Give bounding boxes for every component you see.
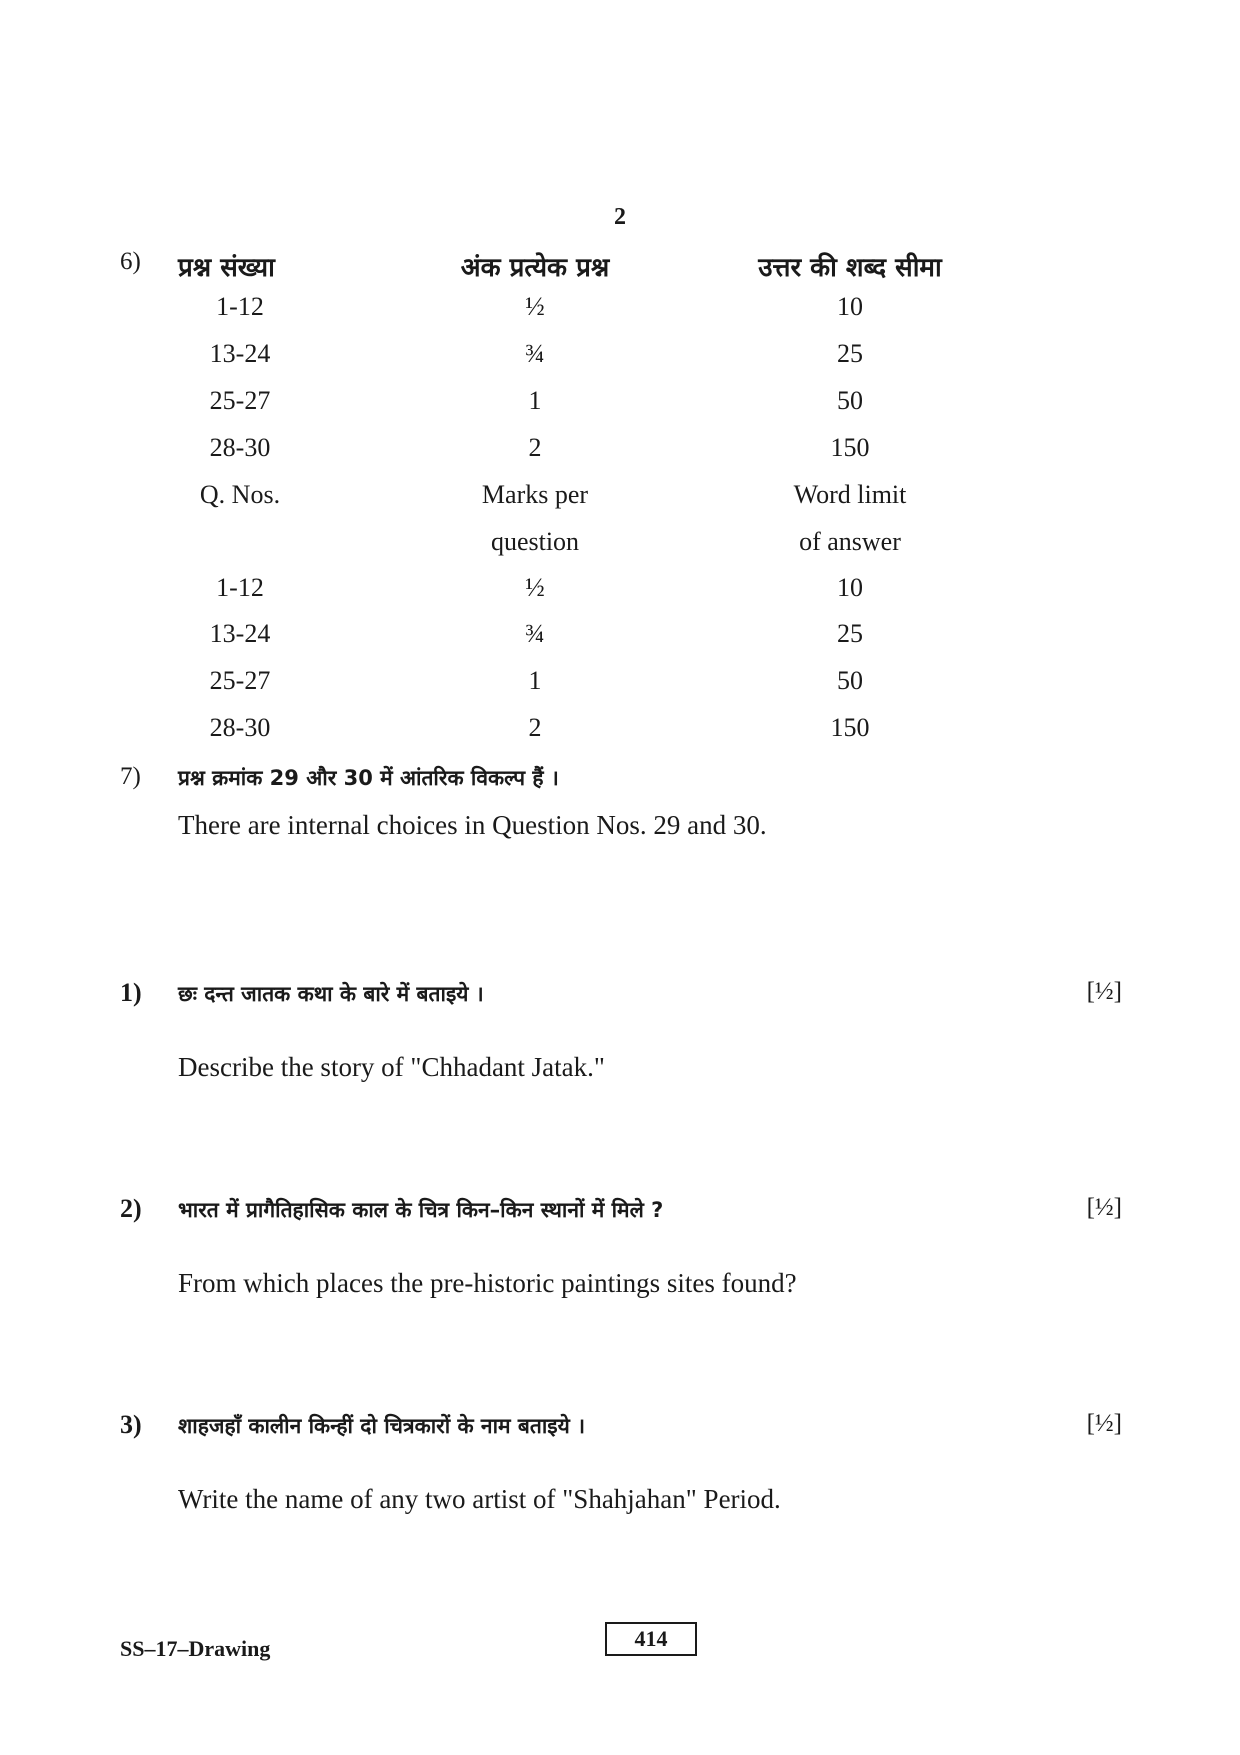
table-row [0,386,1240,426]
question-2-marks: [½] [1086,1194,1122,1221]
header-marks-hi: अंक प्रत्येक प्रश्न [460,253,610,283]
cell-marks: ½ [525,292,545,321]
header-marks-en: Marks per [481,480,589,509]
question-2-hindi: भारत में प्रागैतिहासिक काल के चित्र किन–किन स्थानों में मिले ? [178,1198,664,1222]
footer-sheet-number: 414 [605,1622,697,1656]
header-marks-en-2: question [490,527,580,556]
question-1-marks: [½] [1086,978,1122,1005]
question-1-english: Describe the story of "Chhadant Jatak." [178,1052,605,1082]
cell-marks: ¾ [525,619,545,648]
cell-word-limit: 50 [837,386,863,415]
table-row [0,573,1240,613]
cell-word-limit: 10 [837,292,863,321]
cell-word-limit: 50 [837,666,863,695]
instruction-7-number: 7) [120,763,141,790]
cell-marks: 2 [528,433,542,462]
instruction-7-hindi: प्रश्न क्रमांक 29 और 30 में आंतरिक विकल्प हैं । [178,766,559,790]
table-row [0,619,1240,659]
cell-marks: 1 [528,666,542,695]
footer-paper-code: SS–17–Drawing [120,1636,271,1661]
table-row [0,433,1240,473]
table-row [0,292,1240,332]
header-word-limit-hi: उत्तर की शब्द सीमा [758,253,942,283]
cell-qnos: 28-30 [209,713,271,742]
question-1-hindi: छः दन्त जातक कथा के बारे में बताइये । [178,982,484,1006]
question-3-hindi: शाहजहाँ कालीन किन्हीं दो चित्रकारों के नाम बताइये । [178,1414,586,1438]
hindi-table-header [0,248,1240,288]
table-row [0,713,1240,753]
question-1-number: 1) [120,978,142,1007]
page-number: 2 [614,204,626,230]
header-question-number-hi: प्रश्न संख्या [178,253,275,283]
header-word-limit-en: Word limit [793,480,907,509]
cell-qnos: 25-27 [209,386,271,415]
cell-marks: ½ [525,573,545,602]
cell-qnos: 28-30 [209,433,271,462]
cell-marks: 1 [528,386,542,415]
question-2-english: From which places the pre-historic paintings sites found? [178,1268,797,1298]
cell-qnos: 1-12 [216,292,264,321]
cell-marks: ¾ [525,339,545,368]
question-3-marks: [½] [1086,1410,1122,1437]
cell-word-limit: 25 [837,339,863,368]
english-table-header-line2 [0,527,1240,567]
cell-word-limit: 10 [837,573,863,602]
question-3-english: Write the name of any two artist of "Shahjahan" Period. [178,1484,781,1514]
instruction-6-number: 6) [120,248,141,275]
cell-qnos: 13-24 [209,619,271,648]
header-question-number-en: Q. Nos. [199,480,281,509]
cell-word-limit: 150 [830,433,870,462]
cell-word-limit: 150 [830,713,870,742]
cell-qnos: 25-27 [209,666,271,695]
question-3-number: 3) [120,1410,142,1439]
cell-qnos: 13-24 [209,339,271,368]
cell-marks: 2 [528,713,542,742]
table-row [0,339,1240,379]
header-word-limit-en-2: of answer [799,527,901,556]
question-2-number: 2) [120,1194,142,1223]
table-row [0,666,1240,706]
instruction-7-english: There are internal choices in Question Nos. 29 and 30. [178,810,767,840]
cell-word-limit: 25 [837,619,863,648]
cell-qnos: 1-12 [216,573,264,602]
english-table-header [0,480,1240,520]
